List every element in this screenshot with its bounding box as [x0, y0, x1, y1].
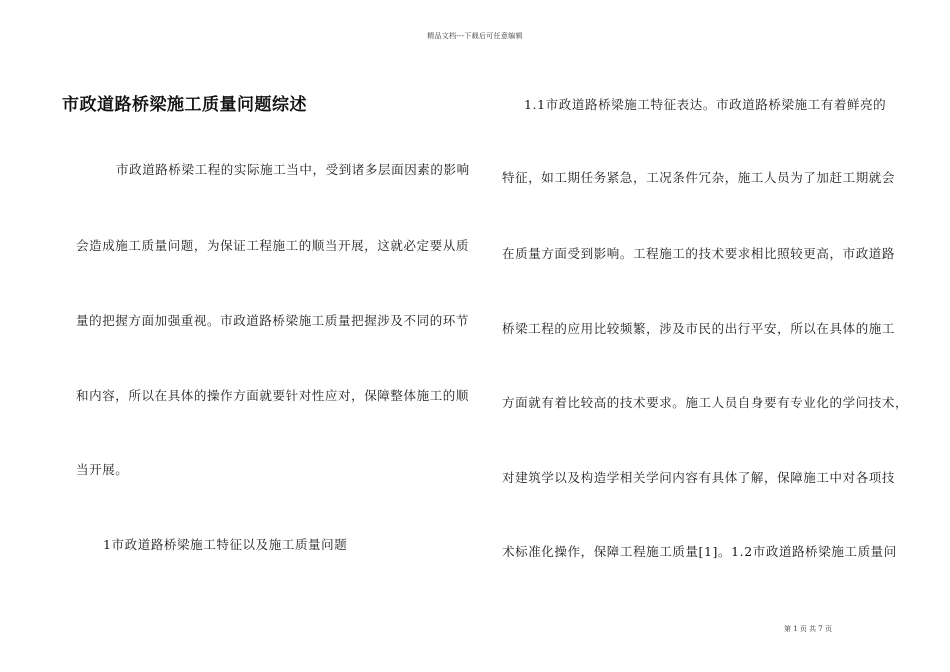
paragraph-line: 术标准化操作，保障工程施工质量[1]。1.2市政道路桥梁施工质量问 — [502, 544, 897, 559]
page-number-footer: 第 1 页 共 7 页 — [783, 625, 832, 633]
section-heading: 1市政道路桥梁施工特征以及施工质量问题 — [103, 537, 348, 552]
paragraph-line: 量的把握方面加强重视。市政道路桥梁施工质量把握涉及不同的环节 — [76, 313, 470, 328]
paragraph-line: 对建筑学以及构造学相关学问内容有具体了解，保障施工中对各项技 — [502, 470, 896, 485]
paragraph-line: 桥梁工程的应用比较频繁，涉及市民的出行平安，所以在具体的施工 — [502, 321, 896, 336]
paragraph-line: 在质量方面受到影响。工程施工的技术要求相比照较更高，市政道路 — [502, 246, 896, 261]
paragraph-line: 特征，如工期任务紧急，工况条件冗杂，施工人员为了加赶工期就会 — [502, 170, 896, 185]
paragraph-line: 会造成施工质量问题，为保证工程施工的顺当开展，这就必定要从质 — [76, 238, 470, 253]
paragraph-line: 方面就有着比较高的技术要求。施工人员自身要有专业化的学问技术， — [502, 395, 909, 410]
page-title: 市政道路桥梁施工质量问题综述 — [62, 95, 307, 115]
paragraph-line: 市政道路桥梁工程的实际施工当中，受到诸多层面因素的影响 — [116, 162, 470, 177]
paragraph-line: 1.1市政道路桥梁施工特征表达。市政道路桥梁施工有着鲜亮的 — [524, 97, 887, 112]
paragraph-line: 和内容，所以在具体的操作方面就要针对性应对，保障整体施工的顺 — [76, 388, 470, 403]
paragraph-line: 当开展。 — [76, 462, 129, 477]
header-note: 精品文档---下载后可任意编辑 — [427, 32, 523, 40]
